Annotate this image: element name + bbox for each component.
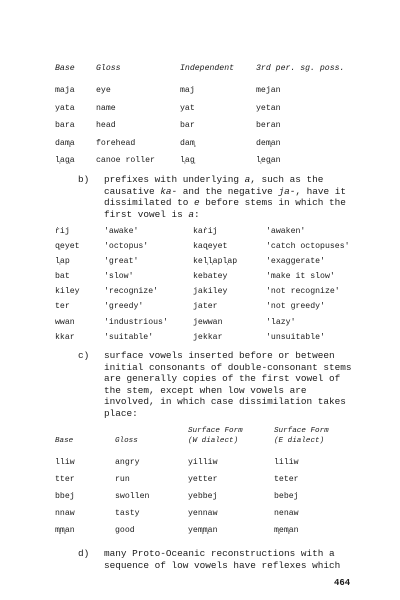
table-row: ter — [55, 302, 70, 312]
table-3-header-gloss: Gloss — [115, 437, 138, 445]
table-2-col-derived — [193, 224, 237, 345]
table-row: 'recognize' — [104, 287, 159, 297]
table-row: 'not greedy' — [266, 302, 325, 312]
table-row: tter — [55, 475, 75, 484]
table-row: yennaw — [188, 509, 218, 518]
table-row: l̦eg̦an — [256, 156, 281, 165]
table-3-col-w-dialect — [188, 454, 217, 539]
table-row: yilliw — [188, 458, 218, 467]
table-row: 'slow' — [104, 272, 134, 282]
table-row: 'suitable' — [104, 332, 154, 342]
table-row: tasty — [115, 509, 140, 518]
table-3-header-w-dialect: Surface Form (W dialect) — [188, 427, 243, 445]
table-3-col-base — [55, 454, 75, 539]
table-row: bbej — [55, 492, 75, 501]
table-row: 'greedy' — [104, 302, 144, 312]
table-row: m̧em̧an — [274, 526, 299, 535]
table-2-col-derived-gloss — [266, 224, 350, 345]
table-3-col-e-dialect — [274, 454, 299, 539]
table-row: yetter — [188, 475, 218, 484]
table-1-header-independent: Independent — [180, 64, 235, 73]
table-row: jater — [193, 302, 218, 312]
table-row: bar — [180, 121, 195, 130]
table-row: nenaw — [274, 509, 299, 518]
table-row: kel̦l̦apl̦ap — [193, 257, 238, 267]
table-3-header-e-dialect: Surface Form (E dialect) — [274, 427, 329, 445]
table-row: l̦ag̦ — [180, 156, 195, 165]
table-row: run — [115, 475, 130, 484]
table-row: yebbej — [188, 492, 218, 501]
table-2-col-stem — [55, 224, 80, 345]
table-row: forehead — [96, 138, 136, 148]
table-row: yat — [180, 103, 195, 113]
table-row: 'awaken' — [266, 227, 306, 236]
table-2-col-gloss — [104, 224, 168, 345]
table-row: yem̧m̧an — [188, 526, 218, 535]
table-row: 'octopus' — [104, 242, 149, 252]
table-row: l̦ap — [55, 257, 70, 267]
table-row: kkar — [55, 332, 75, 342]
table-row: liliw — [274, 458, 299, 467]
table-row: bat — [55, 272, 70, 282]
table-row: bebej — [274, 492, 299, 501]
table-row: 'make it slow' — [266, 272, 335, 282]
table-row: jekkar — [193, 332, 223, 342]
table-row: wwan — [55, 317, 75, 327]
table-row: 'not recognize' — [266, 287, 340, 297]
table-row: head — [96, 121, 116, 130]
table-row: 'catch octopuses' — [266, 242, 350, 252]
table-row: good — [115, 526, 135, 535]
table-row: angry — [115, 458, 140, 467]
table-row: nnaw — [55, 509, 75, 518]
table-row: beran — [256, 121, 281, 130]
table-row: 'industrious' — [104, 317, 168, 327]
table-row: q̦eyet — [55, 242, 80, 252]
table-row: 'exaggerate' — [266, 257, 325, 267]
table-row: jakiley — [193, 287, 228, 297]
table-row: m̧m̧an — [55, 526, 75, 535]
table-row: canoe roller — [96, 156, 155, 165]
table-3-header-base: Base — [55, 437, 74, 445]
table-row: kebatey — [193, 272, 228, 282]
table-1-col-base — [55, 82, 75, 170]
table-row: dam̧a — [55, 138, 75, 148]
table-1-header-gloss: Gloss — [96, 64, 121, 73]
table-row: eye — [96, 86, 111, 95]
paragraph-b: b) prefixes with underlying a, such as the causative ka- and the negative ja-, have it dissimilated to e before stems in which the first vowel is a: — [78, 174, 346, 220]
table-row: jewwan — [193, 317, 223, 327]
table-row: 'lazy' — [266, 317, 296, 327]
paragraph-b-marker: b) — [78, 174, 90, 185]
table-1-header-base: Base — [55, 64, 75, 73]
table-row: swollen — [115, 492, 150, 501]
table-1-col-possessive — [256, 82, 281, 170]
table-row: l̦ag̦a — [55, 156, 75, 165]
table-row: dem̧an — [256, 138, 281, 148]
table-1-col-gloss — [96, 82, 155, 170]
page-number: 464 — [334, 578, 351, 588]
table-row: maja — [55, 86, 75, 95]
table-row: lliw — [55, 458, 75, 467]
table-row: maj — [180, 86, 195, 95]
table-row: 'great' — [104, 257, 139, 267]
table-row: 'awake' — [104, 227, 139, 236]
table-row: yetan — [256, 103, 281, 113]
table-row: teter — [274, 475, 299, 484]
table-row: 'unsuitable' — [266, 332, 325, 342]
table-row: ṙij — [55, 227, 70, 236]
table-row: dam̧ — [180, 138, 195, 148]
table-row: kaq̦eyet — [193, 242, 228, 252]
table-1-header-possessive: 3rd per. sg. poss. — [256, 64, 345, 73]
table-row: mejan — [256, 86, 281, 95]
paragraph-d: d) many Proto-Oceanic reconstructions with a sequence of low vowels have reflexes which — [78, 548, 341, 571]
table-row: kiley — [55, 287, 80, 297]
table-1-col-independent — [180, 82, 195, 170]
paragraph-c-marker: c) — [78, 350, 90, 361]
paragraph-c: c) surface vowels inserted before or between initial consonants of double-consonant stems are generally copies of the first vowel of the stem, except when low vowels are involved, in which case dissimilation takes place: — [78, 350, 352, 419]
paragraph-d-marker: d) — [78, 548, 90, 559]
table-row: kaṙij — [193, 227, 218, 236]
table-row: bara — [55, 121, 75, 130]
table-3-col-gloss — [115, 454, 149, 539]
table-row: name — [96, 103, 116, 113]
table-row: yata — [55, 103, 75, 113]
